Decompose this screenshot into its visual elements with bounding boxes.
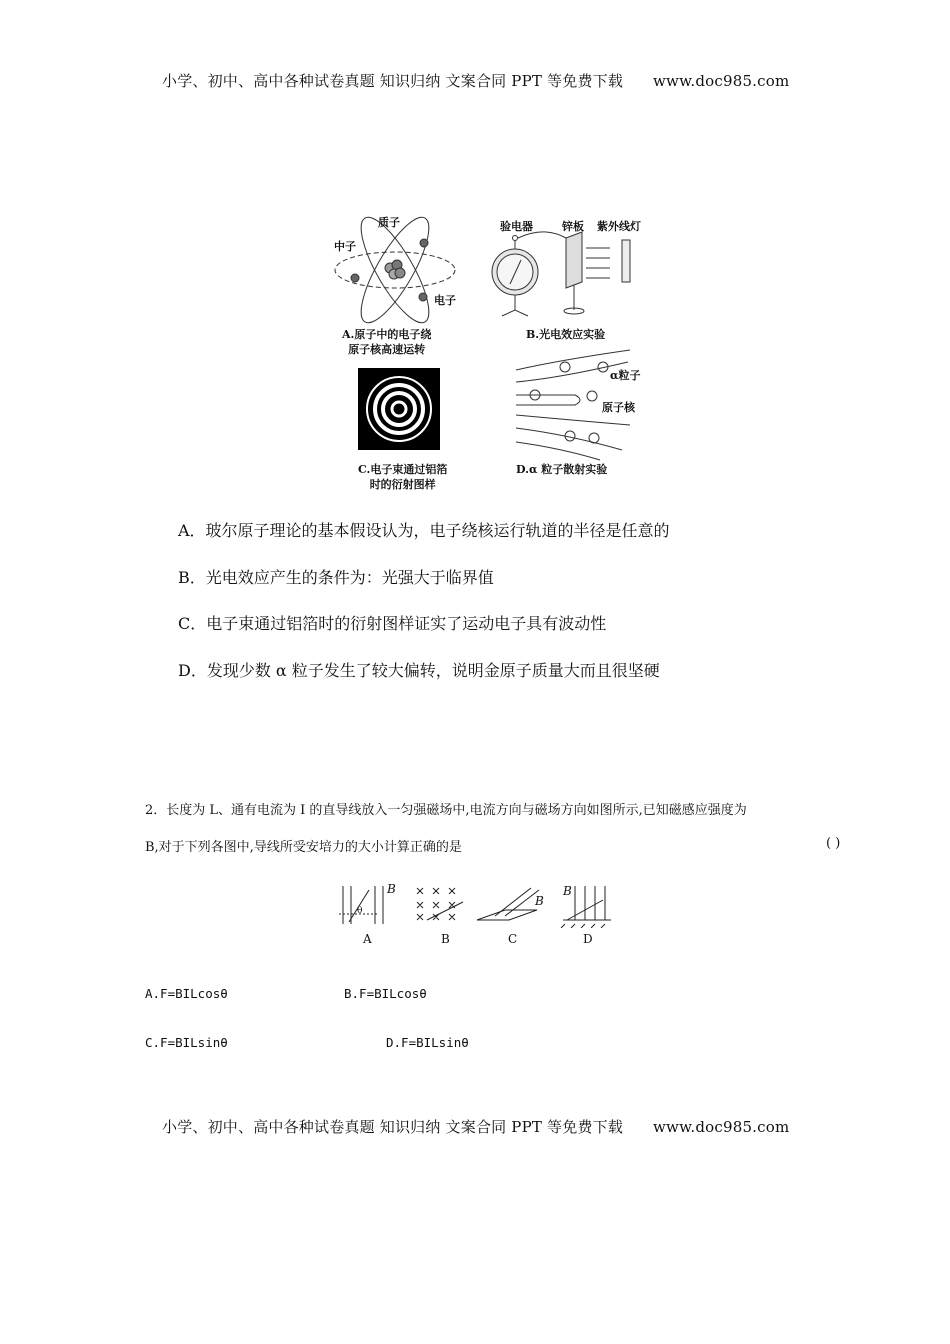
header-url: www.doc985.com xyxy=(653,72,790,90)
q2-option-a: A.F=BILcosθ xyxy=(145,986,228,1001)
nucleus-label: 原子核 xyxy=(602,401,635,414)
field-b-label-d: B xyxy=(563,884,572,898)
q2-figure-label-b: B xyxy=(441,932,450,946)
diffraction-pattern xyxy=(358,368,440,450)
proton-label: 质子 xyxy=(378,216,400,229)
q2-stem-line-2: B,对于下列各图中,导线所受安培力的大小计算正确的是 xyxy=(145,840,462,855)
q2-option-b: B.F=BILcosθ xyxy=(344,986,427,1001)
q2-figure-label-d: D xyxy=(583,932,593,946)
figure-a-caption: A.原子中的电子绕 原子核高速运转 xyxy=(342,328,432,356)
footer-url: www.doc985.com xyxy=(653,1118,790,1136)
q2-answer-bracket: ( ) xyxy=(826,836,841,851)
photoelectric-apparatus xyxy=(492,232,630,316)
electroscope-label: 验电器 xyxy=(500,220,533,233)
physics-figure-1 xyxy=(330,210,660,500)
q2-option-d: D.F=BILsinθ xyxy=(386,1035,469,1050)
electron-label: 电子 xyxy=(434,294,456,307)
q1-option-b: B．光电效应产生的条件为：光强大于临界值 xyxy=(178,568,494,587)
zinc-plate-label: 锌板 xyxy=(562,220,584,233)
header-text: 小学、初中、高中各种试卷真题 知识归纳 文案合同 PPT 等免费下载 xyxy=(162,72,624,90)
figure-b-caption: B.光电效应实验 xyxy=(526,328,606,341)
figure-c-caption: C.电子束通过铝箔 时的衍射图样 xyxy=(358,463,448,491)
q1-option-a: A．玻尔原子理论的基本假设认为，电子绕核运行轨道的半径是任意的 xyxy=(178,521,670,540)
q2-option-c: C.F=BILsinθ xyxy=(145,1035,228,1050)
uv-lamp-label: 紫外线灯 xyxy=(597,220,641,233)
page-header xyxy=(162,70,789,91)
q2-stem-line-1: 2．长度为 L、通有电流为 I 的直导线放入一匀强磁场中,电流方向与磁场方向如图所示,已知磁感应强度为 xyxy=(145,803,747,818)
footer-text: 小学、初中、高中各种试卷真题 知识归纳 文案合同 PPT 等免费下载 xyxy=(162,1118,624,1136)
q1-option-d: D．发现少数 α 粒子发生了较大偏转，说明金原子质量大而且很坚硬 xyxy=(178,661,660,680)
q2-figure-label-c: C xyxy=(508,932,518,946)
neutron-label: 中子 xyxy=(334,240,356,253)
alpha-particle-label: α粒子 xyxy=(610,369,641,382)
q2-figure-drawing xyxy=(335,880,625,928)
figure-d-caption: D.α 粒子散射实验 xyxy=(516,463,608,476)
q2-figure xyxy=(335,880,625,950)
page-footer xyxy=(162,1116,789,1137)
q2-figure-label-a: A xyxy=(363,932,372,946)
field-b-label-c: B xyxy=(535,894,544,908)
theta-label-a: θ xyxy=(357,906,363,916)
field-b-label-a: B xyxy=(387,882,396,896)
q1-option-c: C．电子束通过铝箔时的衍射图样证实了运动电子具有波动性 xyxy=(178,614,607,633)
